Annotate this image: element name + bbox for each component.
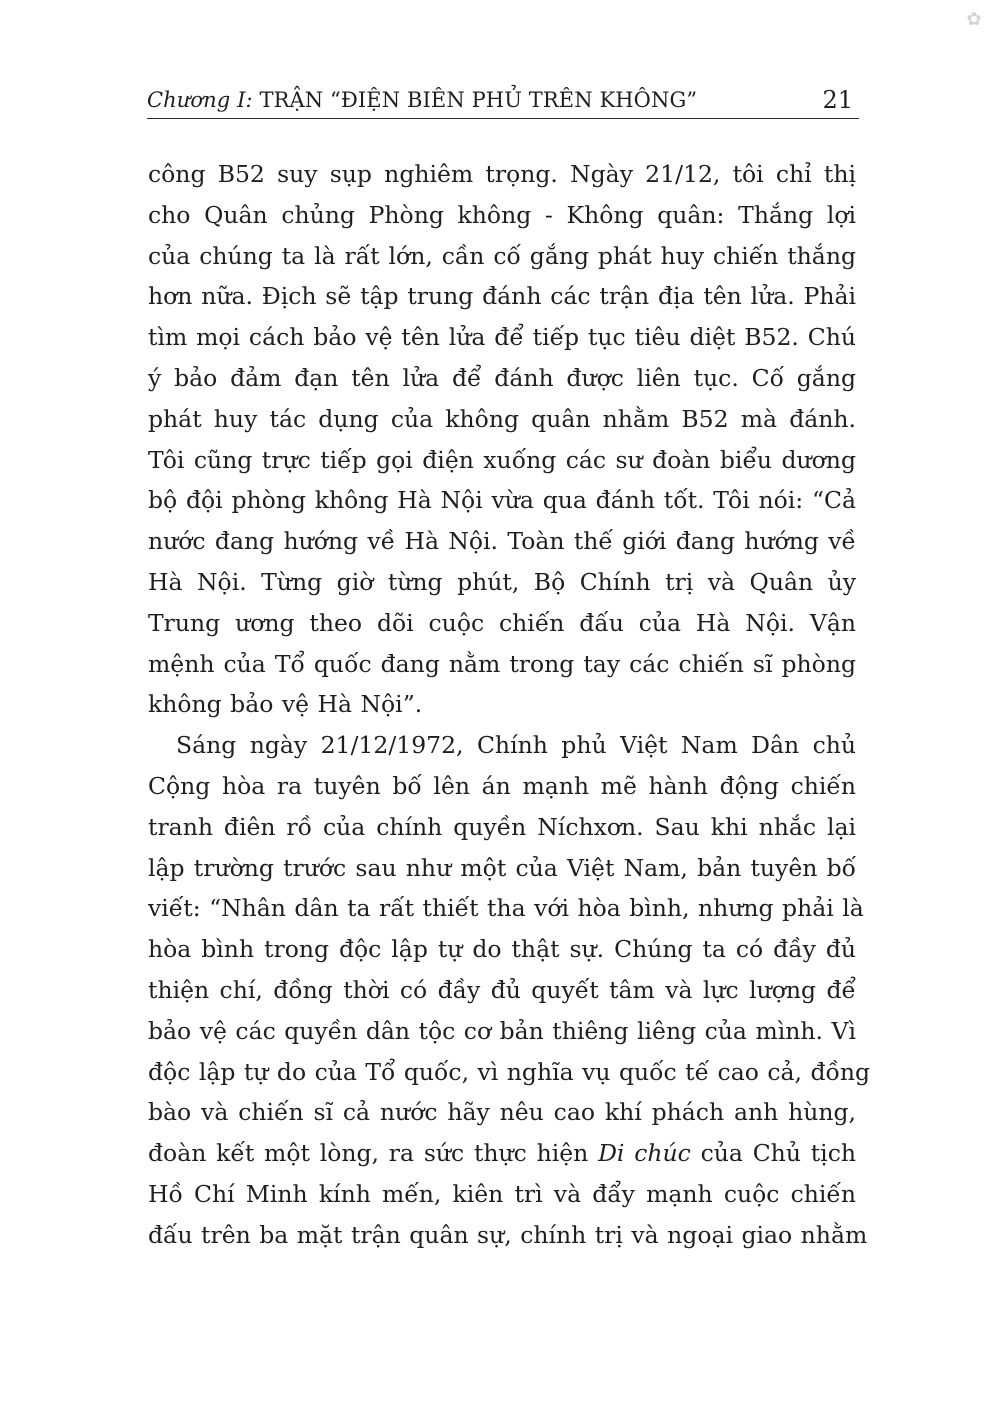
text-line: mệnh của Tổ quốc đang nằm trong tay các chiến sĩ phòng bbox=[148, 649, 856, 678]
chapter-title bbox=[147, 88, 697, 112]
text-line-with-italic bbox=[148, 1133, 856, 1174]
page-body bbox=[148, 154, 871, 1256]
text-line: đấu trên ba mặt trận quân sự, chính trị và ngoại giao nhằm bbox=[148, 1220, 868, 1249]
text-line: thiện chí, đồng thời có đầy đủ quyết tâm và lực lượng để bbox=[148, 975, 856, 1004]
text-line: Trung ương theo dõi cuộc chiến đấu của Hà Nội. Vận bbox=[148, 608, 856, 637]
text-line: Sáng ngày 21/12/1972, Chính phủ Việt Nam Dân chủ bbox=[176, 731, 856, 760]
text-line: tìm mọi cách bảo vệ tên lửa để tiếp tục tiêu diệt B52. Chú bbox=[148, 323, 856, 352]
text-line: của chúng ta là rất lớn, cần cố gắng phát huy chiến thắng bbox=[148, 241, 856, 270]
text-line: bảo vệ các quyền dân tộc cơ bản thiêng liêng của mình. Vì bbox=[148, 1016, 856, 1045]
text-line: cho Quân chủng Phòng không - Không quân: Thắng lợi bbox=[148, 200, 856, 229]
line-segment: của Chủ tịch bbox=[690, 1139, 856, 1168]
text-line: Tôi cũng trực tiếp gọi điện xuống các sư đoàn biểu dương bbox=[148, 445, 856, 474]
text-line: ý bảo đảm đạn tên lửa để đánh được liên tục. Cố gắng bbox=[148, 363, 856, 392]
text-line: nước đang hướng về Hà Nội. Toàn thế giới đang hướng về bbox=[148, 527, 856, 556]
text-line: bộ đội phòng không Hà Nội vừa qua đánh tốt. Tôi nói: “Cả bbox=[148, 486, 856, 515]
text-line: phát huy tác dụng của không quân nhằm B52 mà đánh. bbox=[148, 404, 856, 433]
text-line: lập trường trước sau như một của Việt Nam, bản tuyên bố bbox=[148, 853, 856, 882]
page-number: 21 bbox=[822, 86, 853, 114]
paragraph-2 bbox=[148, 725, 871, 1255]
italic-title: Di chúc bbox=[598, 1139, 691, 1168]
text-line: không bảo vệ Hà Nội”. bbox=[148, 690, 423, 719]
flower-watermark-icon: ✿ bbox=[966, 9, 982, 30]
chapter-name: TRẬN “ĐIỆN BIÊN PHỦ TRÊN KHÔNG” bbox=[252, 88, 698, 112]
text-line: Hà Nội. Từng giờ từng phút, Bộ Chính trị và Quân ủy bbox=[148, 567, 856, 596]
text-line: độc lập tự do của Tổ quốc, vì nghĩa vụ quốc tế cao cả, đồng bbox=[148, 1057, 871, 1086]
text-line: Cộng hòa ra tuyên bố lên án mạnh mẽ hành động chiến bbox=[148, 771, 856, 800]
text-line: công B52 suy sụp nghiêm trọng. Ngày 21/12, tôi chỉ thị bbox=[148, 160, 856, 188]
text-line: hòa bình trong độc lập tự do thật sự. Chúng ta có đầy đủ bbox=[148, 935, 856, 964]
text-line: Hồ Chí Minh kính mến, kiên trì và đẩy mạnh cuộc chiến bbox=[148, 1179, 856, 1208]
text-line: tranh điên rồ của chính quyền Níchxơn. Sau khi nhắc lại bbox=[148, 812, 856, 841]
text-line: viết: “Nhân dân ta rất thiết tha với hòa bình, nhưng phải là bbox=[148, 894, 864, 923]
text-line: bào và chiến sĩ cả nước hãy nêu cao khí phách anh hùng, bbox=[148, 1098, 856, 1127]
chapter-label: Chương I: bbox=[147, 88, 253, 112]
paragraph-1 bbox=[148, 154, 856, 725]
running-header bbox=[147, 86, 859, 119]
text-line: hơn nữa. Địch sẽ tập trung đánh các trận địa tên lửa. Phải bbox=[148, 282, 856, 311]
line-segment: đoàn kết một lòng, ra sức thực hiện bbox=[148, 1139, 599, 1168]
